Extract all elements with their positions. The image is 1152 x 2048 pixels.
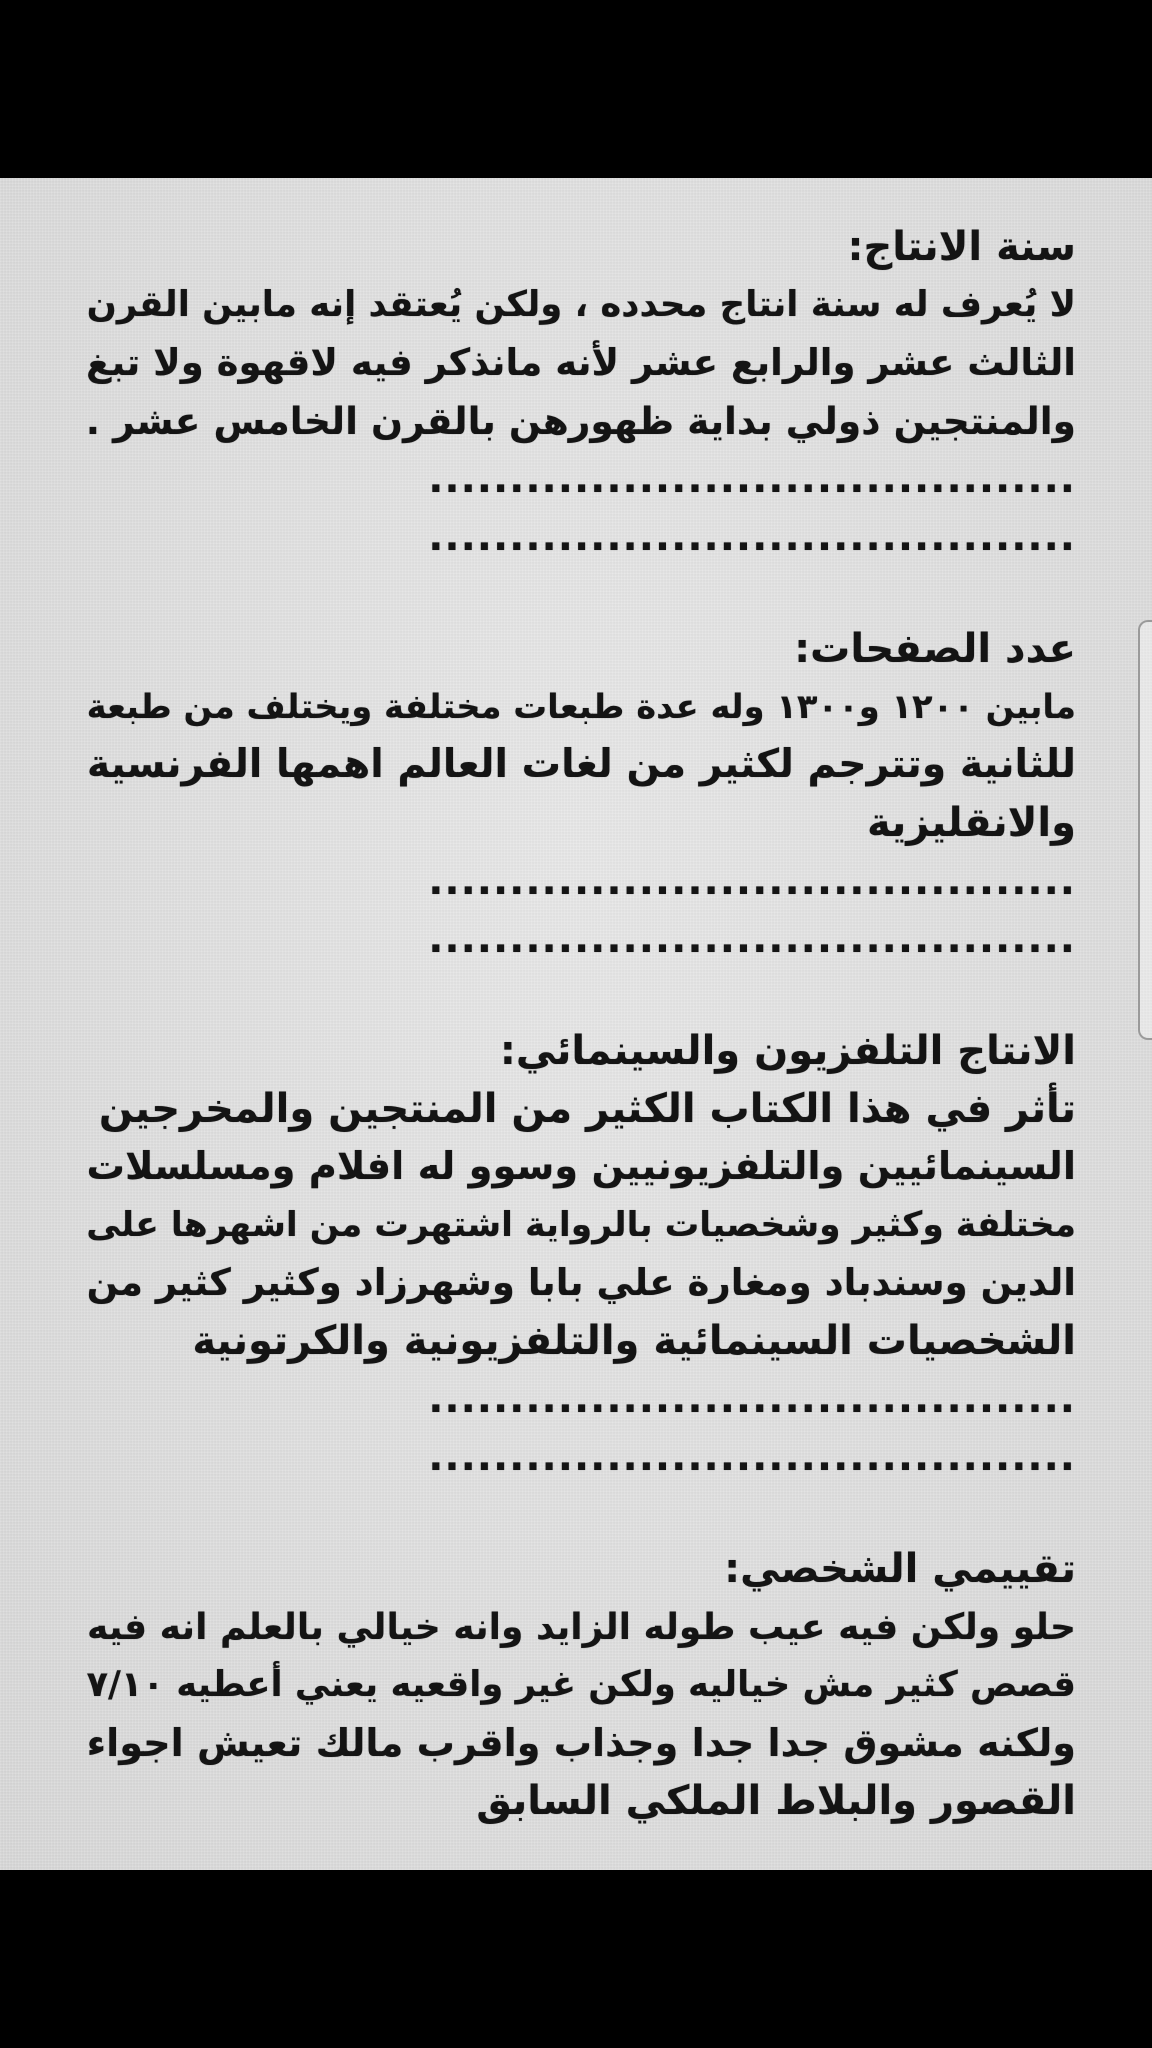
edge-panel-handle[interactable] (1138, 620, 1152, 1040)
text-line: مابين ١٢٠٠ و١٣٠٠ وله عدة طبعات مختلفة ويختلف من طبعة (86, 687, 1076, 726)
dotted-separator: ........................................ (428, 456, 1076, 502)
text-line: مختلفة وكثير وشخصيات بالرواية اشتهرت من اشهرها على (86, 1205, 1076, 1245)
dotted-separator: ........................................ (428, 916, 1076, 962)
section-heading: الانتاج التلفزيون والسينمائي: (499, 1028, 1076, 1074)
section-production-year (76, 218, 1076, 566)
dotted-separator: ........................................ (428, 1434, 1076, 1480)
text-line: تأثر في هذا الكتاب الكثير من المنتجين والمخرجين (98, 1086, 1076, 1132)
section-tv-cinema (76, 1022, 1076, 1486)
note-text (76, 218, 1076, 1870)
dotted-separator: ........................................ (428, 858, 1076, 904)
section-heading: تقييمي الشخصي: (724, 1546, 1076, 1592)
text-line: لا يُعرف له سنة انتاج محدده ، ولكن يُعتقد إنه مابين القرن (86, 284, 1076, 325)
text-line: الثالث عشر والرابع عشر لأنه مانذكر فيه لاقهوة ولا تبغ (85, 341, 1076, 384)
note-page[interactable] (0, 178, 1152, 1870)
section-heading: عدد الصفحات: (794, 626, 1076, 672)
text-line: الدين وسندباد ومغارة علي بابا وشهرزاد وكثير كثير من (86, 1261, 1076, 1304)
text-line: ولكنه مشوق جدا جدا وجذاب واقرب مالك تعيش اجواء (86, 1721, 1076, 1765)
bottom-black-bar (0, 1870, 1152, 2048)
section-page-count (76, 620, 1076, 968)
section-personal-rating (76, 1540, 1076, 1830)
text-line: قصص كثير مش خياليه ولكن غير واقعيه يعني أعطيه ٧/١٠ (86, 1664, 1076, 1705)
dotted-separator: ........................................ (428, 514, 1076, 560)
text-line: القصور والبلاط الملكي السابق (476, 1778, 1076, 1824)
text-line: والمنتجين ذولي بداية ظهورهن بالقرن الخامس عشر . (85, 399, 1076, 443)
top-black-bar (0, 0, 1152, 178)
dotted-separator: ........................................ (428, 1376, 1076, 1422)
section-heading: سنة الانتاج: (847, 224, 1076, 270)
text-line: الشخصيات السينمائية والتلفزيونية والكرتونية (192, 1318, 1076, 1364)
text-line: حلو ولكن فيه عيب طوله الزايد وانه خيالي بالعلم انه فيه (86, 1606, 1076, 1648)
text-line: والانقليزية (867, 800, 1076, 846)
text-line: السينمائيين والتلفزيونيين وسوو له افلام ومسلسلات (86, 1144, 1076, 1189)
text-line: للثانية وتترجم لكثير من لغات العالم اهمها الفرنسية (86, 742, 1076, 787)
